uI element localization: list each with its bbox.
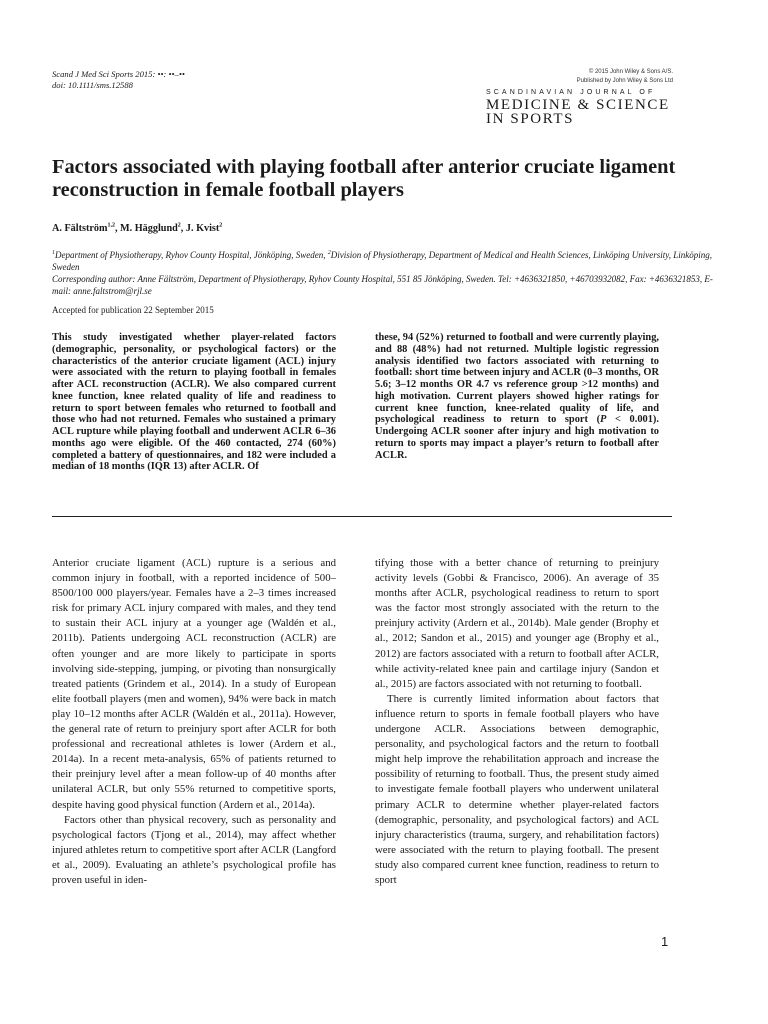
- abstract-left-column: This study investigated whether player-related factors (demographic, personality, or psychological factors) or the characteristics of the anterior cruciate ligament (ACL) injury were associated with the return to playing football in females after ACL reconstruction (ACLR). We also compared current knee function, knee related quality of life and readiness to return to sport between females who returned to football and those who had not returned. Females who sustained a primary ACL rupture while playing football and underwent ACLR 6–36 months ago were eligible. Of the 460 contacted, 274 (60%) completed a battery of questionnaires, and 182 were included a median of 18 months (IQR 13) after ACLR. Of: [52, 332, 336, 473]
- author-list: [52, 223, 222, 234]
- section-divider: [52, 516, 672, 517]
- affiliations: [52, 249, 722, 297]
- logo-line-3: IN SPORTS: [486, 111, 575, 127]
- affiliation-mark: 2: [327, 250, 331, 256]
- abstract-text: these, 94 (52%) returned to football and were currently playing, and 88 (48%) had not returned. Multiple logistic regression analysis identified two factors associated with returning to football: short time between injury and ACLR (0–3 months, OR 5.6; 3–12 months OR 4.7 vs reference group >12 months) and high motivation. Current players showed higher ratings for current knee function, knee-related quality of life, and psychological readiness to return to sport (: [375, 332, 659, 426]
- article-title: Factors associated with playing football after anterior cruciate ligament reconstruction in female football players: [52, 156, 676, 201]
- author-affiliation-mark: 1,2: [107, 222, 115, 229]
- affiliation-mark: 1: [52, 250, 55, 256]
- page-number: 1: [661, 934, 669, 949]
- body-paragraph: tifying those with a better chance of returning to preinjury activity levels (Gobbi & Francisco, 2006). An average of 35 months after ACLR, psychological readiness to return to sport was the factor most strongly associated with the return to the preinjury activity (Ardern et al., 2014b). Male gender (Brophy et al., 2012; Sandon et al., 2015) and younger age (Brophy et al., 2012) are factors associated with a return to football after ACLR, while activity-related knee pain and cartilage injury (Sandon et al., 2015) are factors associated with not returning to football.: [375, 557, 659, 690]
- body-left-column: [52, 556, 336, 888]
- accepted-date: Accepted for publication 22 September 2015: [52, 305, 214, 315]
- affiliation-1: Department of Physiotherapy, Ryhov County Hospital, Jönköping, Sweden,: [55, 250, 328, 260]
- affiliation-lines: [52, 249, 722, 273]
- abstract-right-column: [375, 332, 659, 461]
- author-name: M. Hägglund: [120, 223, 178, 234]
- body-paragraph: There is currently limited information about factors that influence return to sports in female football players who have undergone ACLR. Associations between demographic, personality, and psychological factors and the return to football might help improve the rehabilitation approach and increase the possibility of returning to football. Thus, the present study aimed to investigate female football players who underwent unilateral primary ACLR to determine whether player-related factors (demographic, personality, and psychological factors) and ACL injury characteristics (trauma, surgery, and rehabilitation factors) were associated with the return to playing football. The present study also compared current knee function, readiness to return to sport: [375, 692, 659, 886]
- corresponding-author: Corresponding author: Anne Fältström, Department of Physiotherapy, Ryhov County Hospital, 551 85 Jönköping, Sweden. Tel: +4636321850, +46703932082, Fax: +4636321853, E-mail: anne.faltstrom@rjl.se: [52, 274, 713, 296]
- doi-line: doi: 10.1111/sms.12588: [52, 80, 133, 90]
- author-affiliation-mark: 2: [219, 222, 223, 229]
- p-value-symbol: P: [600, 414, 607, 426]
- copyright-line: © 2015 John Wiley & Sons A/S.: [588, 69, 673, 75]
- author-affiliation-mark: 2: [177, 222, 181, 229]
- body-right-column: [375, 556, 659, 888]
- abstract-text: < 0.001). Undergoing ACLR sooner after injury and high motivation to return to sports may impact a player’s return to football after ACLR.: [375, 414, 659, 461]
- journal-citation: [52, 69, 185, 91]
- author-separator: ,: [180, 223, 186, 234]
- author-name: A. Fältström: [52, 223, 108, 234]
- copyright-block: [480, 68, 673, 86]
- affiliation-2: Division of Physiotherapy, Department of Medical and Health Sciences, Linköping University, Linköping, Sweden: [52, 250, 712, 272]
- logo-line-2: MEDICINE & SCIENCE: [486, 97, 670, 113]
- journal-line: Scand J Med Sci Sports 2015: ••: ••–••: [52, 69, 185, 79]
- publisher-line: Published by John Wiley & Sons Ltd: [576, 78, 673, 84]
- journal-logo: [486, 88, 676, 126]
- body-paragraph: Anterior cruciate ligament (ACL) rupture is a serious and common injury in football, with a reported incidence of 500–8500/100 000 players/year. Females have a 2–3 times increased risk for primary ACL injury compared with males, and they tend to sustain their ACL injury at a younger age (Waldén et al., 2011b). Patients undergoing ACL reconstruction (ACLR) are often younger and are more likely to participate in sports involving side-stepping, jumping, or pivoting than nonsurgically treated patients (Grindem et al., 2014). In a study of European elite football players (men and women), 94% were back in match play 10–12 months after ACLR (Waldén et al., 2011a). However, the general rate of return to preinjury sport after ACLR for both professional and recreational athletes is lower (Ardern et al., 2014a). In a recent meta-analysis, 65% of patients returned to their preinjury level after a mean follow-up of 40 months after unilateral ACLR, but only 55% returned to competitive sports, despite having good physical function (Ardern et al., 2014a).: [52, 557, 336, 811]
- body-paragraph: Factors other than physical recovery, such as personality and psychological factors (Tjong et al., 2014), may affect whether injured athletes return to competitive sport after ACLR (Langford et al., 2009). Evaluating an athlete’s psychological profile has proven useful in iden-: [52, 813, 336, 886]
- author-separator: ,: [114, 223, 121, 234]
- logo-line-1: SCANDINAVIAN JOURNAL OF: [486, 89, 656, 96]
- author-name: J. Kvist: [185, 223, 220, 234]
